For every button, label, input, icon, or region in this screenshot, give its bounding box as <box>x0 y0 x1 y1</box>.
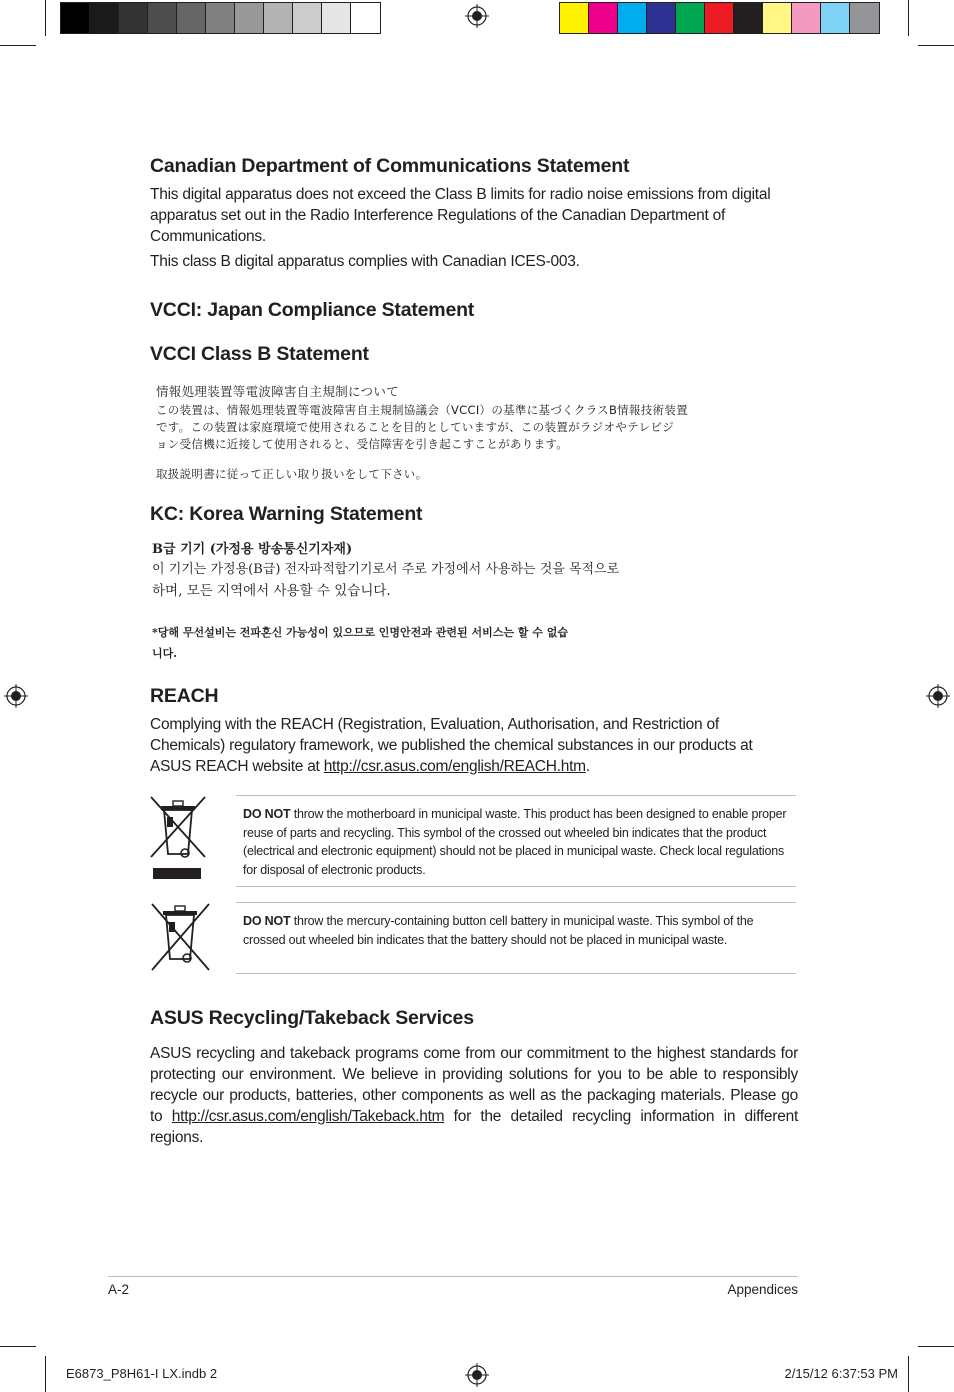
page-number: A-2 <box>108 1282 130 1297</box>
kc-korean-line: 이 기기는 가정용(B급) 전자파적합기기로서 주로 가정에서 사용하는 것을 목적으로 <box>152 562 620 577</box>
notice-text <box>236 903 796 949</box>
canadian-heading: Canadian Department of Communications Statement <box>150 155 630 177</box>
kc-korean-line: 하며, 모든 지역에서 사용할 수 있습니다. <box>152 583 391 599</box>
notice-text <box>236 796 796 879</box>
footer-rule <box>108 1276 798 1277</box>
reach-heading: REACH <box>150 685 219 707</box>
crossed-out-wheeled-bin-icon <box>149 902 211 972</box>
color-swatch <box>589 3 618 33</box>
vcci-japanese-line: この装置は、情報処理装置等電波障害自主規制協議会（VCCI）の基準に基づくクラスB情報技術装置 <box>156 403 688 417</box>
kc-korean-line: *당해 무선설비는 전파혼신 가능성이 있으므로 인명안전과 관련된 서비스는 할 수 없습 <box>152 626 568 639</box>
crop-mark <box>45 0 46 36</box>
color-swatch <box>618 3 647 33</box>
color-swatch <box>235 3 264 33</box>
crop-mark <box>908 0 909 36</box>
print-slug-timestamp: 2/15/12 6:37:53 PM <box>784 1366 898 1381</box>
recycling-heading: ASUS Recycling/Takeback Services <box>150 1007 474 1029</box>
reach-text-end: . <box>585 758 590 775</box>
reach-text: Complying with the REACH (Registration, Evaluation, Authorisation, and Restriction of Chemicals) regulatory framework, we published the chemical substances in our products at ASUS REACH website at <box>150 716 753 775</box>
takeback-link[interactable]: http://csr.asus.com/english/Takeback.htm <box>171 1108 445 1125</box>
color-swatch <box>293 3 322 33</box>
color-swatch <box>734 3 763 33</box>
color-swatch <box>647 3 676 33</box>
vcci-japanese-line: です。この装置は家庭環境で使用されることを目的としていますが、この装置がラジオやテレビジ <box>156 420 675 434</box>
color-swatch <box>850 3 879 33</box>
notice-emphasis: DO NOT <box>243 807 291 821</box>
canadian-ices-paragraph: This class B digital apparatus complies with Canadian ICES-003. <box>150 253 580 270</box>
registration-mark-icon <box>465 1363 489 1387</box>
color-swatch <box>264 3 293 33</box>
color-swatch <box>705 3 734 33</box>
reach-paragraph <box>150 714 795 777</box>
crossed-out-wheeled-bin-icon <box>149 795 207 881</box>
kc-korean-line: B급 기기 (가정용 방송통신기자재) <box>152 542 353 557</box>
registration-mark-icon <box>926 684 950 708</box>
recycling-text-end: for the detailed recycling information in different regions. <box>150 1108 798 1146</box>
crop-mark <box>918 1346 954 1347</box>
color-swatch <box>763 3 792 33</box>
notice-box <box>236 795 796 887</box>
registration-mark-icon <box>4 684 28 708</box>
color-swatch <box>148 3 177 33</box>
color-swatch <box>821 3 850 33</box>
color-swatch <box>177 3 206 33</box>
crop-mark <box>908 1356 909 1392</box>
notice-body: throw the mercury-containing button cell battery in municipal waste. This symbol of the crossed out wheeled bin indicates that the battery should not be placed in municipal waste. <box>243 914 754 947</box>
crop-mark <box>0 45 36 46</box>
kc-korean-line: 니다. <box>152 647 178 660</box>
color-swatch <box>90 3 119 33</box>
color-swatch <box>560 3 589 33</box>
reach-link[interactable]: http://csr.asus.com/english/REACH.htm <box>323 758 586 775</box>
print-slug-filename: E6873_P8H61-I LX.indb 2 <box>66 1366 218 1381</box>
process-color-bar <box>559 2 880 34</box>
kc-heading: KC: Korea Warning Statement <box>150 503 423 525</box>
color-swatch <box>351 3 380 33</box>
vcci-class-b-heading: VCCI Class B Statement <box>150 343 369 365</box>
canadian-paragraph: This digital apparatus does not exceed the Class B limits for radio noise emissions from digital apparatus set out in the Radio Interference Regulations of the Canadian Department of Communications. <box>150 186 771 245</box>
section-label: Appendices <box>727 1282 798 1297</box>
crop-mark <box>918 45 954 46</box>
notice-emphasis: DO NOT <box>243 914 291 928</box>
color-swatch <box>119 3 148 33</box>
color-swatch <box>676 3 705 33</box>
vcci-japanese-line: 情報処理装置等電波障害自主規制について <box>156 384 399 399</box>
recycling-text: ASUS recycling and takeback programs come from our commitment to the highest standards for protecting our environment. We believe in providing solutions for you to be able to responsibly recycle our products, batteries, other components as well as the packaging materials. Please go to <box>150 1045 798 1125</box>
color-swatch <box>61 3 90 33</box>
vcci-japanese-line: 取扱説明書に従って正しい取り扱いをして下さい。 <box>156 467 428 481</box>
notice-box <box>236 902 796 974</box>
crop-mark <box>45 1356 46 1392</box>
color-swatch <box>322 3 351 33</box>
gray-color-bar <box>60 2 381 34</box>
crop-mark <box>0 1346 36 1347</box>
color-swatch <box>792 3 821 33</box>
recycling-paragraph <box>150 1043 798 1148</box>
registration-mark-icon <box>465 4 489 28</box>
vcci-heading: VCCI: Japan Compliance Statement <box>150 299 475 321</box>
vcci-japanese-line: ョン受信機に近接して使用されると、受信障害を引き起こすことがあります。 <box>156 437 569 451</box>
notice-body: throw the motherboard in municipal waste. This product has been designed to enable proper reuse of parts and recycling. This symbol of the crossed out wheeled bin indicates that the product (electrical and electronic equipment) should not be placed in municipal waste. Check local regulations for disposal of electronic products. <box>243 807 787 877</box>
color-swatch <box>206 3 235 33</box>
